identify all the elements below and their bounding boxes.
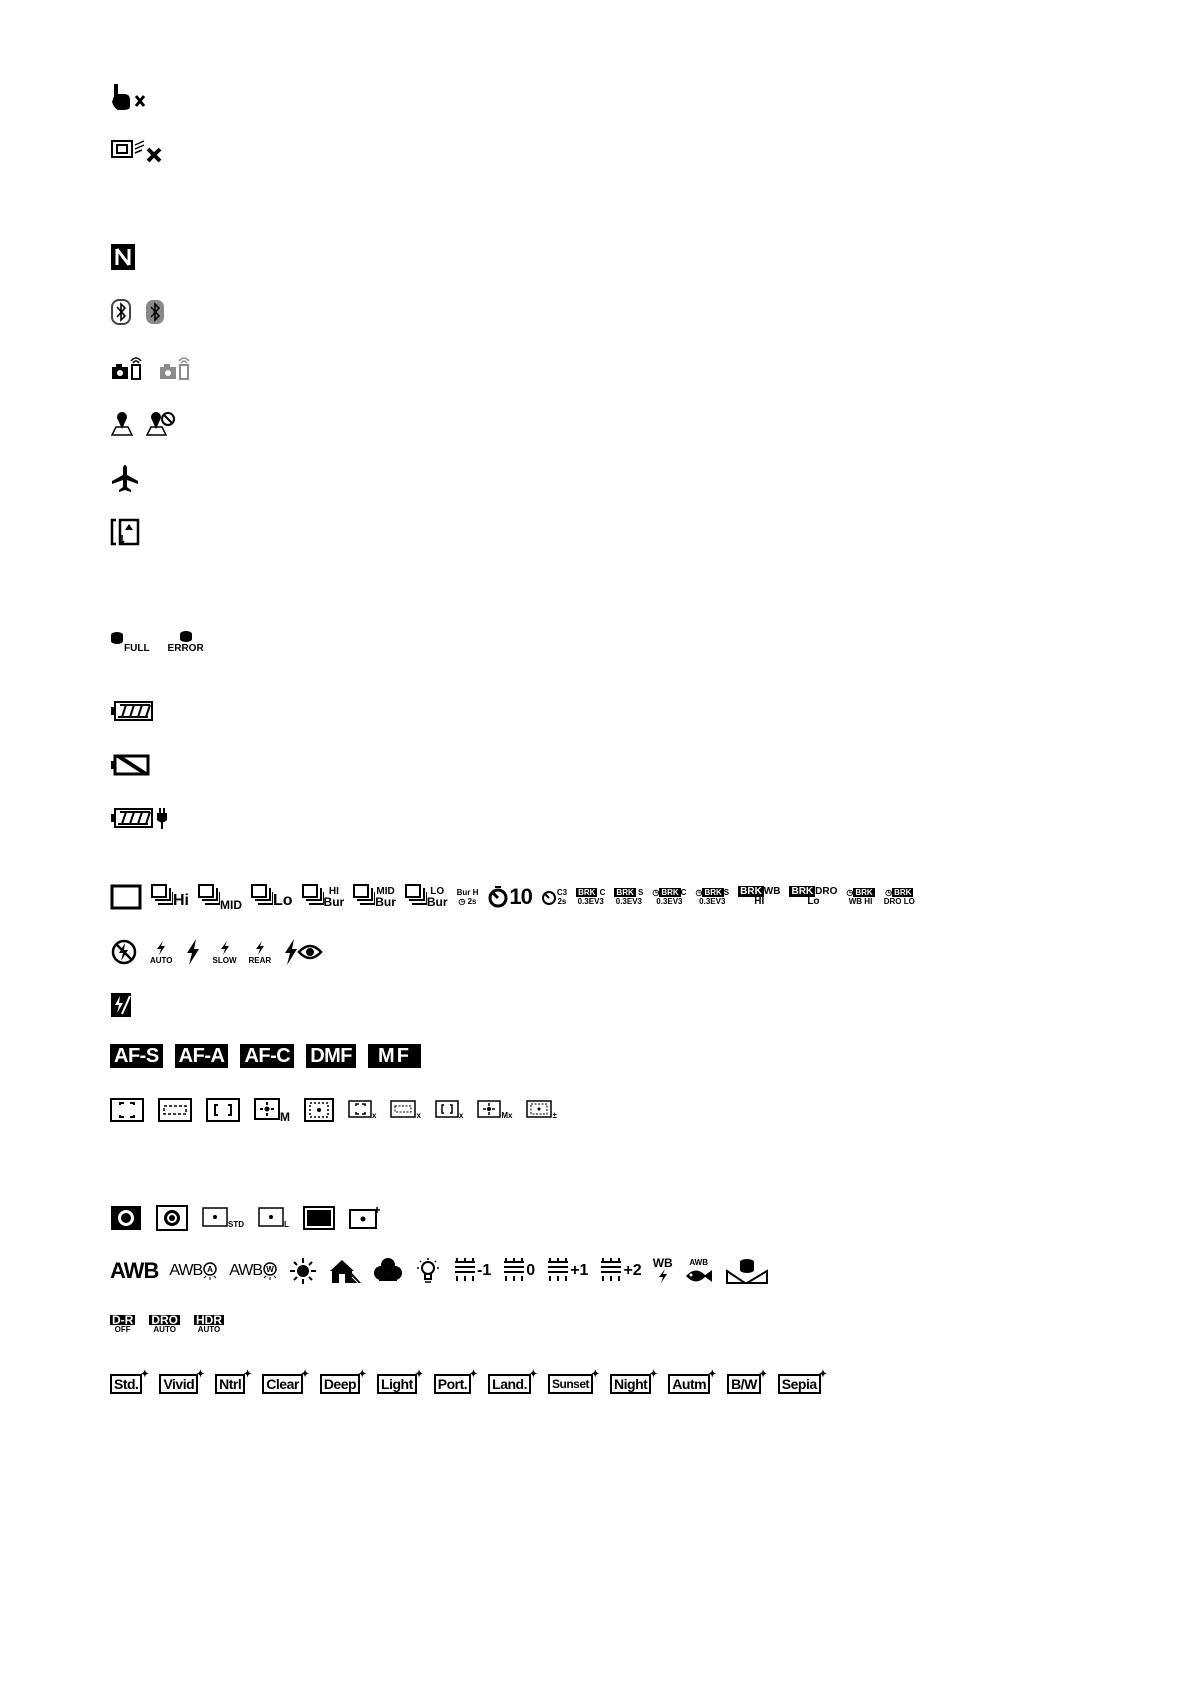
battery-empty-row: [110, 745, 150, 785]
focus-mode-mf: MF: [368, 1044, 421, 1068]
brkwb-level: HI: [754, 896, 765, 907]
self-timer-burst-icon: [457, 888, 479, 906]
slow-sync-icon: [213, 940, 237, 965]
wb-cloudy-icon: [373, 1257, 403, 1285]
brkdro-level: Lo: [807, 896, 820, 907]
focus-area-center-icon: [206, 1098, 240, 1122]
wb-daylight-icon: [289, 1257, 317, 1285]
focus-mode-row: [110, 1036, 421, 1076]
wb-fluor-warm-icon: [453, 1257, 491, 1285]
wb-shade-icon: [328, 1257, 362, 1285]
focus-mode-dmf: DMF: [306, 1044, 356, 1068]
wb-flash-icon: [653, 1258, 673, 1284]
focus-area-zone-icon: [158, 1098, 192, 1122]
creative-style-standard: Std. ✦: [110, 1374, 142, 1394]
creative-style-deep: Deep ✦: [320, 1374, 360, 1394]
timer-wb-bracket-icon: ◷ BRK WB HI: [846, 888, 873, 906]
focus-area-flexible-spot-m-icon: [254, 1098, 290, 1122]
creative-style-light: Light ✦: [377, 1374, 417, 1394]
sbrks-step: 0.3EV3: [699, 897, 726, 906]
sbrks-tag: BRK: [704, 888, 722, 897]
bluetooth-row: [110, 292, 166, 332]
hi-bur-top: HI: [328, 886, 339, 897]
creative-style-vivid: Vivid ✦: [159, 1374, 198, 1394]
focus-area-expanded-spot-icon: [304, 1098, 334, 1122]
creative-style-night: Night ✦: [610, 1374, 651, 1394]
brkwb-tag: BRK: [740, 886, 762, 897]
focus-area-wide-icon: [110, 1098, 144, 1122]
self-timer-cont-top: C3: [556, 888, 568, 897]
bur-h-time: ◷ 2s: [458, 897, 477, 906]
wb-auto: AWB: [110, 1258, 159, 1283]
flash-charge-row: [110, 985, 132, 1025]
continuous-hi-label: Hi: [173, 892, 189, 909]
wb-fluor-cool-label: 0: [526, 1262, 536, 1279]
flash-auto-icon: [150, 940, 173, 965]
brks-mode: S: [638, 888, 644, 897]
battery-empty-icon: [110, 752, 150, 778]
wb-fluor-daylight-icon: [599, 1257, 641, 1285]
self-timer-cont-bottom: 2s: [557, 897, 567, 906]
continuous-mid-label: MID: [220, 898, 242, 912]
lo-bur-top: LO: [430, 886, 445, 897]
creative-style-portrait: Port. ✦: [434, 1374, 471, 1394]
flash-charging-icon: [110, 992, 132, 1018]
creative-style-row: [110, 1364, 821, 1404]
touch-row: [110, 77, 148, 117]
lo-bur-bottom: Bur: [426, 895, 448, 909]
orient-row: [110, 512, 140, 552]
flash-row: [110, 932, 323, 972]
mid-bur-bottom: Bur: [375, 895, 396, 909]
spot-large-label: L: [284, 1220, 289, 1229]
hdr-auto-icon: [194, 1312, 224, 1334]
battery-usb-power-icon: [110, 805, 170, 831]
center-tracking-mark: x: [458, 1111, 464, 1120]
brkc-step: 0.3EV3: [577, 897, 604, 906]
airplane-row: [110, 458, 140, 498]
continuous-hi-bur-icon: [302, 884, 345, 910]
focus-mode-afs: AF-S: [110, 1044, 163, 1068]
swb-level: WB HI: [848, 897, 873, 906]
creative-style-sunset: Sunset ✦: [548, 1374, 593, 1394]
dro-off-icon: [110, 1312, 135, 1334]
wb-underwater-label: AWB: [689, 1257, 709, 1267]
timer-cont-bracket-icon: ◷ BRK C 0.3EV3: [652, 888, 687, 906]
memory-error-label: ERROR: [167, 643, 204, 654]
sbrkc-tag: BRK: [661, 888, 679, 897]
flexible-spot-size: M: [280, 1110, 290, 1124]
sbrks-mode: S: [723, 888, 730, 897]
brkc-mode: C: [599, 888, 606, 897]
dro-auto-icon: [149, 1312, 180, 1334]
creative-style-landscape: Land. ✦: [488, 1374, 531, 1394]
wb-fluor-daylight-label: +2: [623, 1262, 642, 1279]
wb-flash-label: WB: [652, 1256, 673, 1270]
wb-auto-ambience-label: AWB: [169, 1262, 203, 1279]
remote-row: [110, 348, 194, 388]
single-bracket-icon: [614, 888, 643, 906]
airplane-mode-icon: [110, 463, 140, 493]
single-shooting-icon: [110, 884, 142, 910]
smartphone-remote-connected-icon: [110, 353, 146, 383]
red-eye-reduction-icon: [283, 938, 323, 966]
metering-spot-std-icon: [202, 1207, 244, 1229]
dro-row: [110, 1304, 224, 1344]
memory-error-icon: [168, 630, 204, 654]
hdr-auto-bottom: AUTO: [197, 1324, 221, 1334]
sbrkc-mode: C: [680, 888, 687, 897]
smartphone-remote-disconnected-icon: [158, 353, 194, 383]
brkdro-mode: DRO: [815, 886, 838, 897]
swb-tag: BRK: [855, 888, 873, 897]
memory-row: [110, 622, 204, 662]
flexible-spot-tracking-mark: Mx: [501, 1111, 513, 1120]
creative-style-clear: Clear ✦: [262, 1374, 303, 1394]
zone-tracking-mark: x: [416, 1111, 421, 1120]
steadyshot-off-icon: [110, 135, 166, 165]
metering-row: [110, 1198, 381, 1238]
flash-off-icon: [110, 938, 138, 966]
sdro-tag: BRK: [894, 888, 912, 897]
metering-spot-large-icon: [258, 1207, 289, 1229]
wb-incandescent-icon: [414, 1257, 442, 1285]
shake-row: [110, 130, 166, 170]
focus-mode-afc: AF-C: [240, 1044, 294, 1068]
continuous-hi-icon: [151, 884, 189, 910]
creative-style-autumn: Autm ✦: [668, 1374, 710, 1394]
drive-mode-row: [110, 877, 915, 917]
dro-off-top: D-R: [112, 1312, 134, 1327]
wb-auto-ambience-icon: [169, 1260, 218, 1282]
fill-flash-icon: [185, 938, 201, 966]
metering-multi-icon: [110, 1205, 142, 1231]
nfc-row: [110, 237, 136, 277]
bur-h-label: Bur H: [456, 888, 479, 897]
brks-tag: BRK: [616, 888, 634, 897]
brkwb-mode: WB: [763, 886, 781, 897]
metering-entire-screen-icon: [303, 1206, 335, 1230]
nfc-icon: [110, 242, 136, 272]
svg-text:A: A: [207, 1265, 214, 1274]
mid-bur-top: MID: [376, 886, 395, 897]
cont-bracket-icon: [576, 888, 605, 906]
wb-fluor-day-white-icon: [546, 1257, 588, 1285]
continuous-mid-bur-icon: [353, 884, 396, 910]
location-row: [110, 403, 176, 443]
bluetooth-connected-icon: [110, 298, 132, 326]
focus-area-wide-tracking-icon: [348, 1100, 376, 1120]
flash-auto-label: AUTO: [150, 955, 173, 965]
self-timer-10-icon: [487, 884, 531, 910]
expanded-spot-tracking-mark: ±: [552, 1111, 557, 1120]
wb-underwater-auto-icon: [684, 1258, 714, 1285]
dro-bracket-icon: [789, 887, 837, 907]
wb-bracket-icon: [738, 887, 780, 907]
dro-auto-top: DRO: [151, 1312, 178, 1327]
dro-auto-bottom: AUTO: [153, 1324, 176, 1334]
brkdro-tag: BRK: [791, 886, 814, 897]
timer-single-bracket-icon: ◷ BRK S 0.3EV3: [695, 888, 730, 906]
wb-fluor-cool-icon: [502, 1257, 535, 1285]
focus-area-flexible-spot-tracking-icon: [477, 1100, 512, 1120]
hdr-auto-top: HDR: [196, 1312, 222, 1327]
battery-full-icon: [110, 698, 154, 724]
location-info-error-icon: [146, 409, 176, 437]
metering-center-icon: [156, 1205, 188, 1231]
continuous-lo-bur-icon: [405, 884, 448, 910]
battery-usb-row: [110, 798, 170, 838]
self-timer-10-label: 10: [509, 884, 532, 909]
dro-off-bottom: OFF: [114, 1324, 131, 1334]
focus-area-center-tracking-icon: [435, 1100, 463, 1120]
hi-bur-bottom: Bur: [323, 895, 345, 909]
continuous-lo-label: Lo: [273, 892, 293, 909]
wb-auto-white-icon: [229, 1260, 278, 1282]
self-timer-cont-icon: [541, 887, 567, 907]
bur-h-time-value: 2s: [467, 897, 477, 906]
sdro-level: DRO LO: [883, 897, 915, 906]
svg-text:W: W: [266, 1265, 274, 1274]
brks-step: 0.3EV3: [615, 897, 642, 906]
slow-sync-label: SLOW: [212, 955, 237, 965]
location-info-icon: [110, 409, 134, 437]
focus-mode-afa: AF-A: [175, 1044, 229, 1068]
creative-style-sepia: Sepia ✦: [778, 1374, 821, 1394]
brkc-tag: BRK: [578, 888, 596, 897]
wb-auto-white-label: AWB: [229, 1262, 263, 1279]
rear-sync-label: REAR: [248, 955, 272, 965]
focus-area-expanded-spot-tracking-icon: [526, 1100, 556, 1120]
wb-fluor-day-white-label: +1: [570, 1262, 589, 1279]
wide-tracking-mark: x: [372, 1111, 377, 1120]
memory-full-icon: [110, 630, 150, 654]
battery-full-row: [110, 691, 154, 731]
wb-custom-icon: [725, 1257, 769, 1285]
wb-fluor-warm-label: -1: [477, 1262, 492, 1279]
spot-std-label: STD: [228, 1220, 244, 1229]
sbrkc-step: 0.3EV3: [656, 897, 683, 906]
vertical-orientation-icon: [110, 517, 140, 547]
creative-style-neutral: Ntrl ✦: [215, 1374, 245, 1394]
continuous-lo-icon: [251, 884, 293, 910]
memory-full-label: FULL: [124, 643, 150, 654]
white-balance-row: [110, 1251, 769, 1291]
focus-area-row: [110, 1090, 557, 1130]
focus-area-zone-tracking-icon: [390, 1100, 420, 1120]
bluetooth-disconnected-icon: [144, 298, 166, 326]
metering-highlight-icon: [349, 1206, 381, 1230]
rear-sync-icon: [249, 940, 272, 965]
touch-disabled-icon: [110, 82, 148, 112]
creative-style-bw: B/W ✦: [727, 1374, 761, 1394]
continuous-mid-icon: [198, 884, 242, 910]
timer-dro-bracket-icon: ◷ BRK DRO LO: [883, 888, 915, 906]
